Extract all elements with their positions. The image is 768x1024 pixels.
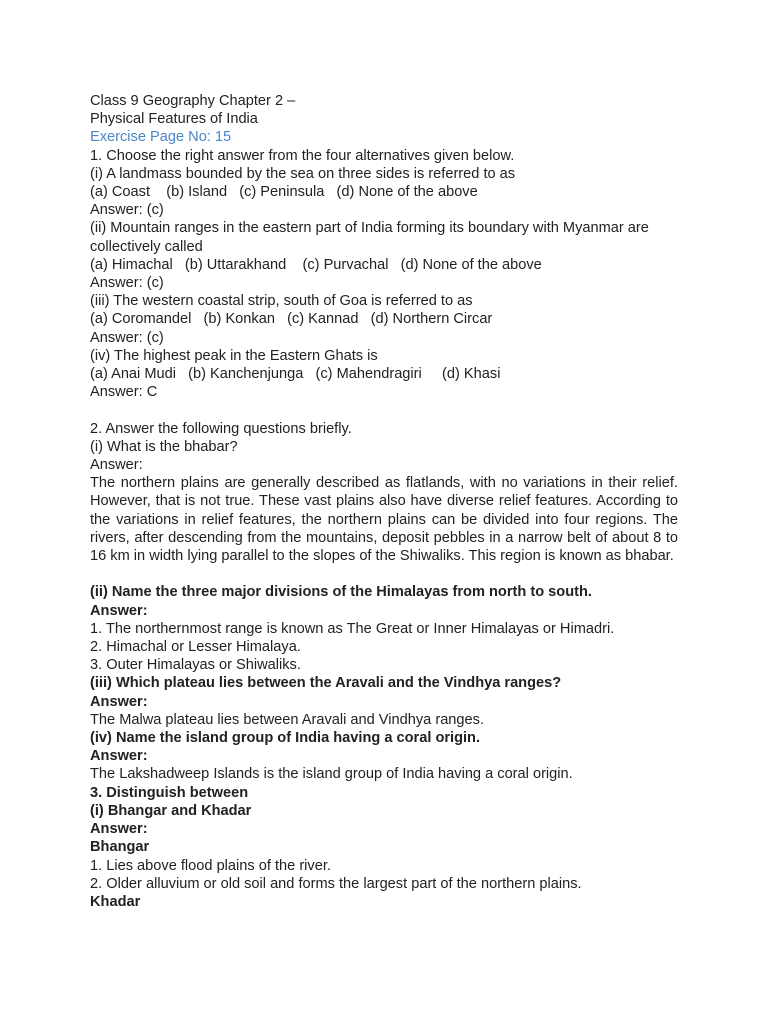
q1-iii-question: (iii) The western coastal strip, south of Goa is referred to as — [90, 293, 473, 310]
bhangar-heading: Bhangar — [90, 839, 150, 856]
q1-ii-answer: Answer: (c) — [90, 275, 164, 292]
q3-i-question: (i) Bhangar and Khadar — [90, 802, 252, 819]
q1-ii-question: (ii) Mountain ranges in the eastern part of India forming its boundary with Myanmar are collectively called — [90, 220, 649, 255]
q2-i-question: (i) What is the bhabar? — [90, 438, 238, 455]
q1-iv-question: (iv) The highest peak in the Eastern Ghats is — [90, 347, 378, 364]
q2-iii-question: (iii) Which plateau lies between the Aravali and the Vindhya ranges? — [90, 675, 562, 692]
q2-i-answer-label: Answer: — [90, 457, 143, 474]
q2-ii-answer-label: Answer: — [90, 602, 148, 619]
q2-iv-answer-label: Answer: — [90, 748, 148, 765]
title-line-1: Class 9 Geography Chapter 2 – — [90, 93, 296, 109]
exercise-label: Exercise Page No: 15 — [90, 129, 232, 146]
q2-i-answer-text: The northern plains are generally described as flatlands, with no variations in their relief. However, that is not true. These vast plains also have diverse relief features. According to the variations in relief features, the northern plains can be divided into four regions. The rivers, after descending from the mountains, deposit pebbles in a narrow belt of about 8 to 16 km in width lying parallel to the slopes of the Shiwaliks. This region is known as bhabar. — [90, 475, 678, 565]
q1-i-question: (i) A landmass bounded by the sea on three sides is referred to as — [90, 165, 516, 182]
khadar-heading: Khadar — [90, 893, 141, 910]
q1-i-answer: Answer: (c) — [90, 202, 164, 219]
q2-ii-answer-point-1: 1. The northernmost range is known as The Great or Inner Himalayas or Himadri. — [90, 620, 615, 637]
q2-iii-answer-text: The Malwa plateau lies between Aravali and Vindhya ranges. — [90, 711, 485, 728]
q2-ii-answer-point-2: 2. Himachal or Lesser Himalaya. — [90, 639, 301, 656]
q1-iv-answer: Answer: C — [90, 384, 158, 401]
q1-i-options: (a) Coast (b) Island (c) Peninsula (d) None of the above — [90, 184, 478, 201]
bhangar-point-1: 1. Lies above flood plains of the river. — [90, 857, 331, 874]
q2-ii-answer-point-3: 3. Outer Himalayas or Shiwaliks. — [90, 657, 301, 674]
title-line-2: Physical Features of India — [90, 111, 258, 128]
q3-i-answer-label: Answer: — [90, 821, 148, 838]
bhangar-point-2: 2. Older alluvium or old soil and forms the largest part of the northern plains. — [90, 875, 582, 892]
q1-ii-options: (a) Himachal (b) Uttarakhand (c) Purvachal (d) None of the above — [90, 256, 542, 273]
spacer — [90, 401, 678, 419]
q1-iii-answer: Answer: (c) — [90, 329, 164, 346]
spacer — [90, 565, 678, 583]
q2-iv-question: (iv) Name the island group of India having a coral origin. — [90, 730, 481, 747]
q1-heading: 1. Choose the right answer from the four alternatives given below. — [90, 147, 515, 164]
q3-heading: 3. Distinguish between — [90, 784, 249, 801]
q1-iii-options: (a) Coromandel (b) Konkan (c) Kannad (d) Northern Circar — [90, 311, 493, 328]
q2-ii-question: (ii) Name the three major divisions of the Himalayas from north to south. — [90, 584, 592, 601]
q2-heading: 2. Answer the following questions briefly. — [90, 420, 352, 437]
q2-iii-answer-label: Answer: — [90, 693, 148, 710]
document-content — [90, 92, 678, 911]
q2-iv-answer-text: The Lakshadweep Islands is the island group of India having a coral origin. — [90, 766, 573, 783]
q1-iv-options: (a) Anai Mudi (b) Kanchenjunga (c) Mahendragiri (d) Khasi — [90, 366, 501, 383]
